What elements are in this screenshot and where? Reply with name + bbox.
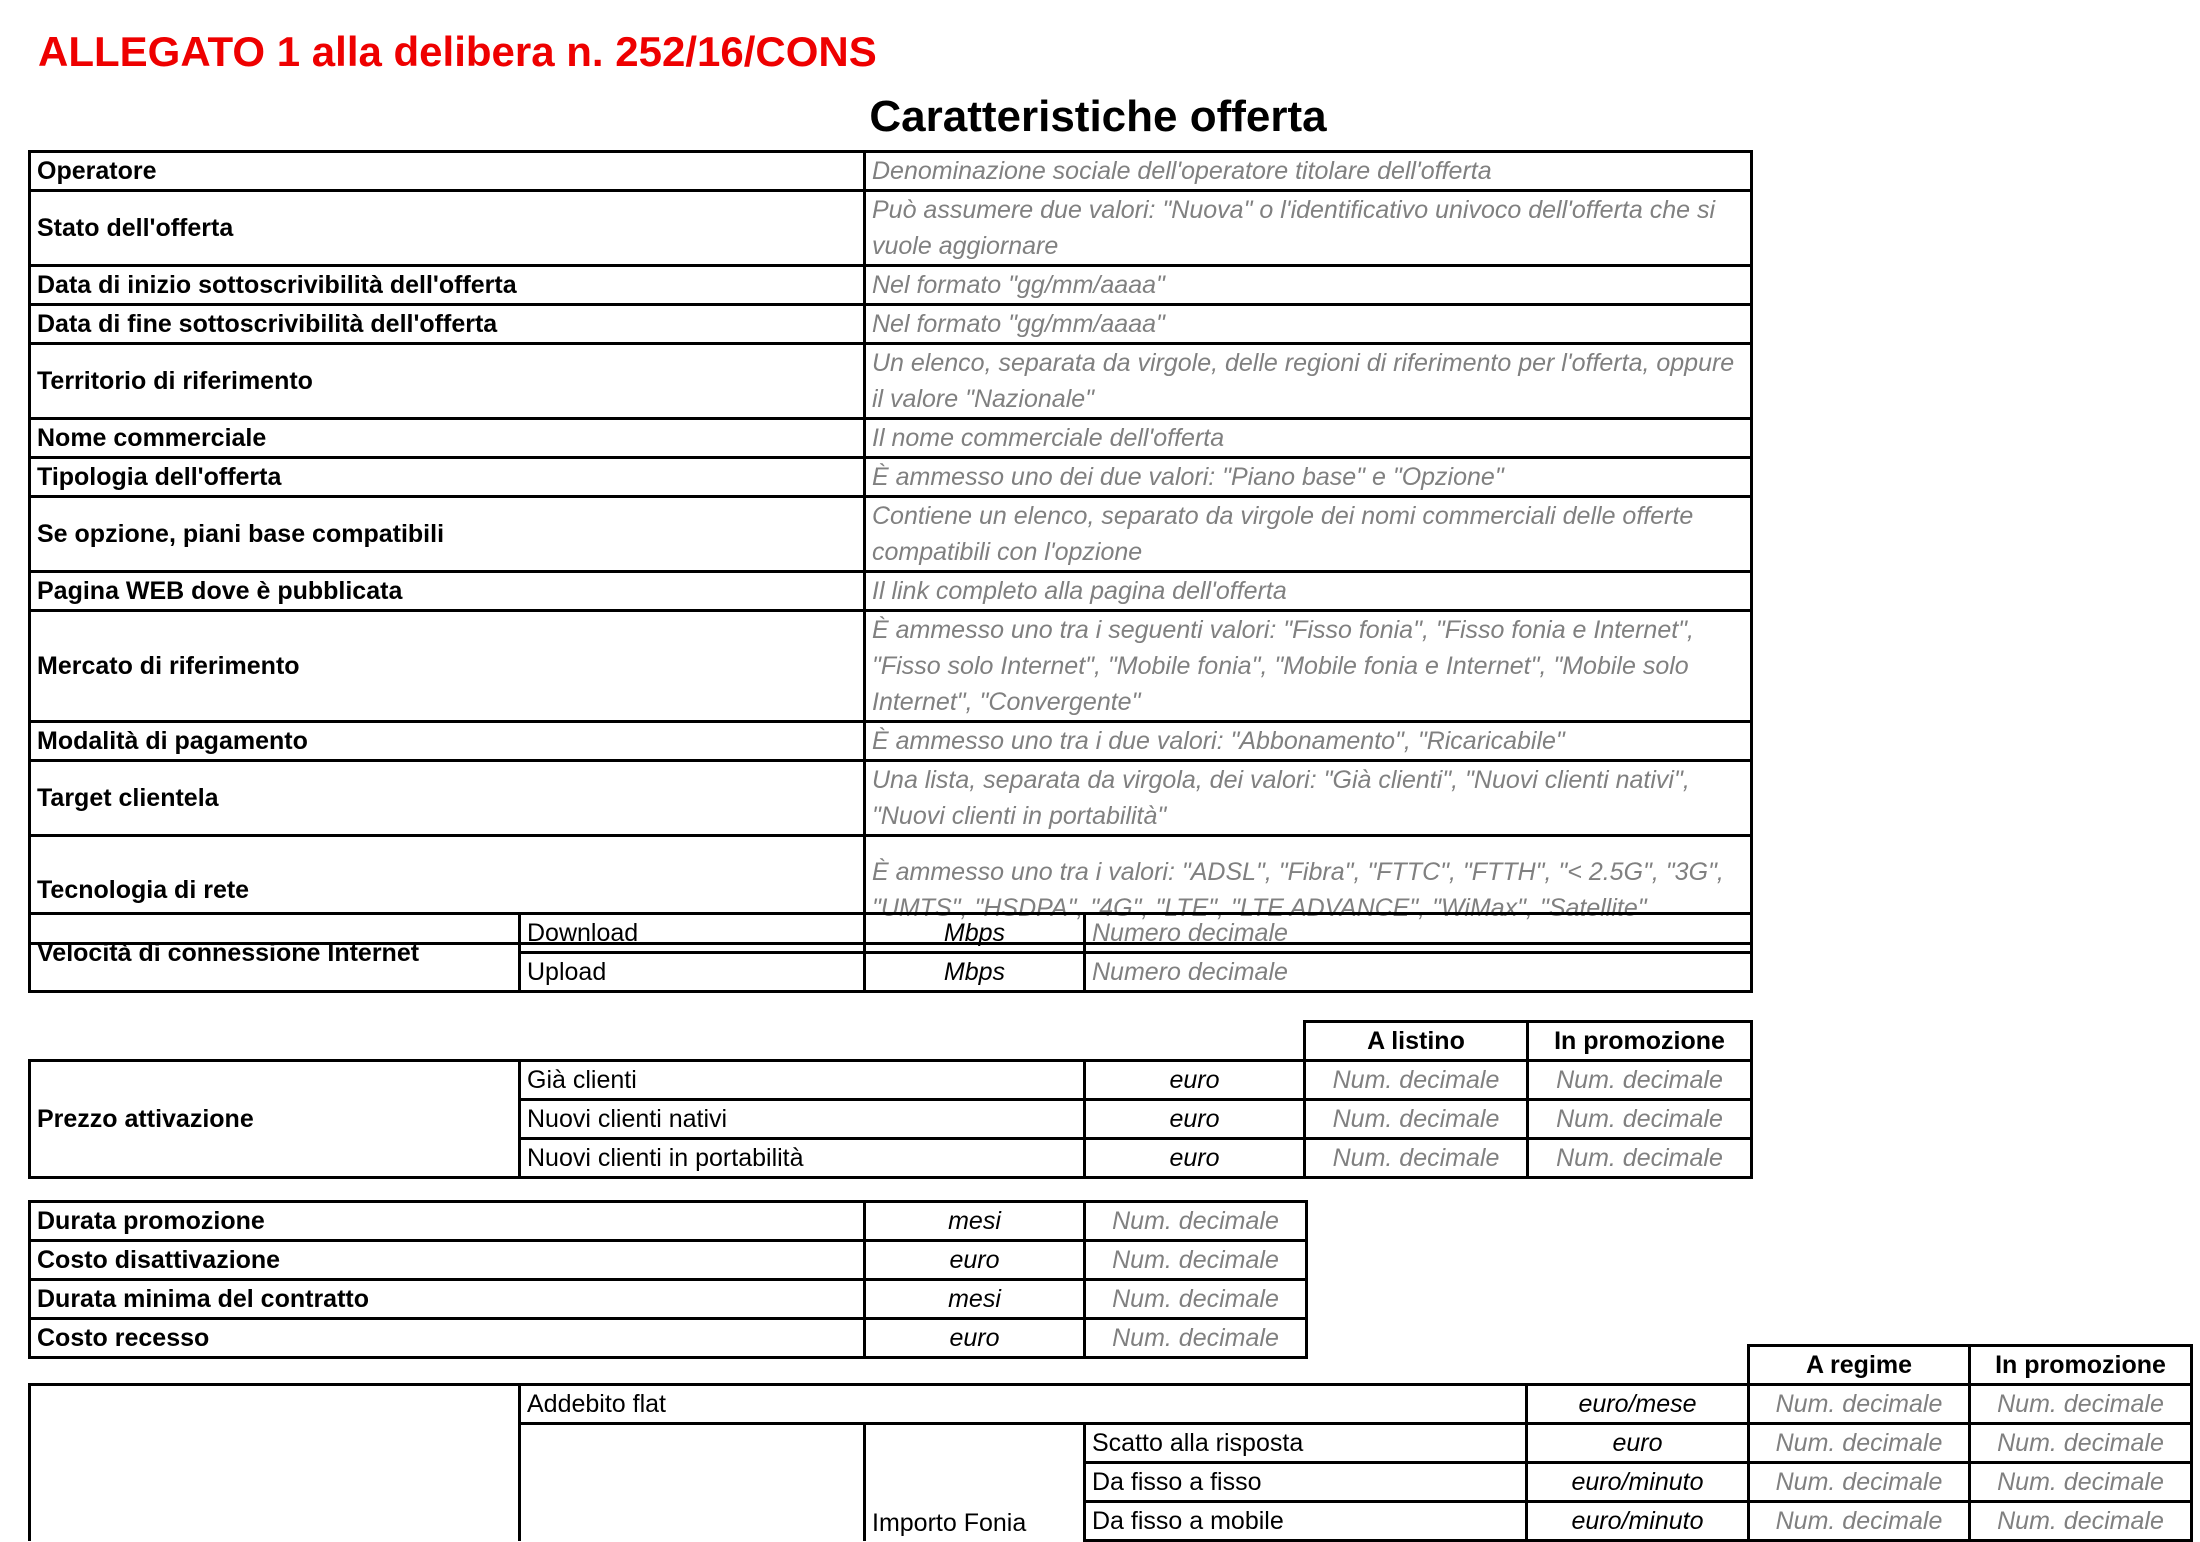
- duration-unit: euro: [865, 1241, 1085, 1280]
- activation-label: Prezzo attivazione: [30, 1061, 520, 1178]
- activation-sub-label: Nuovi clienti nativi: [520, 1100, 1085, 1139]
- duration-label: Durata minima del contratto: [30, 1280, 865, 1319]
- activation-sub-label: Già clienti: [520, 1061, 1085, 1100]
- row-hint[interactable]: Il nome commerciale dell'offerta: [865, 419, 1752, 458]
- speed-sub-label: Upload: [520, 953, 865, 992]
- duration-label: Costo disattivazione: [30, 1241, 865, 1280]
- activation-list-value[interactable]: Num. decimale: [1305, 1139, 1528, 1178]
- empty-cell: [865, 1346, 1085, 1385]
- table-header-row: [30, 1346, 2192, 1385]
- table-row: [30, 1280, 1307, 1319]
- row-hint[interactable]: È ammesso uno dei due valori: "Piano base" e "Opzione": [865, 458, 1752, 497]
- row-label: Pagina WEB dove è pubblicata: [30, 572, 865, 611]
- table-row: [30, 266, 1752, 305]
- table-row: [30, 1241, 1307, 1280]
- speed-unit: Mbps: [865, 914, 1085, 953]
- table-header-row: [30, 1022, 1752, 1061]
- activation-unit: euro: [1085, 1139, 1305, 1178]
- row-hint[interactable]: Nel formato "gg/mm/aaaa": [865, 266, 1752, 305]
- pricing-promo-value[interactable]: Num. decimale: [1970, 1385, 2192, 1424]
- table-row: [30, 1061, 1752, 1100]
- table-row: [30, 344, 1752, 419]
- table-row: [30, 1202, 1307, 1241]
- row-hint[interactable]: Nel formato "gg/mm/aaaa": [865, 305, 1752, 344]
- pricing-regular-value[interactable]: Num. decimale: [1749, 1502, 1970, 1541]
- row-label: Operatore: [30, 152, 865, 191]
- row-label: Territorio di riferimento: [30, 344, 865, 419]
- pricing-promo-value[interactable]: Num. decimale: [1970, 1463, 2192, 1502]
- table-row: [30, 611, 1752, 722]
- speed-value[interactable]: Numero decimale: [1085, 953, 1752, 992]
- table-row: [30, 458, 1752, 497]
- table-row: [30, 914, 1752, 953]
- speed-unit: Mbps: [865, 953, 1085, 992]
- pricing-sub-label: Da fisso a mobile: [1085, 1502, 1527, 1541]
- pricing-promo-value[interactable]: Num. decimale: [1970, 1502, 2192, 1541]
- empty-cell: [30, 1022, 520, 1061]
- connection-speed-table: [28, 912, 1753, 993]
- duration-value[interactable]: Num. decimale: [1085, 1202, 1307, 1241]
- pricing-promo-value[interactable]: Num. decimale: [1970, 1424, 2192, 1463]
- document-title-text: Caratteristiche offerta: [869, 92, 1327, 141]
- row-label: Stato dell'offerta: [30, 191, 865, 266]
- pricing-table: [28, 1344, 2193, 1542]
- pricing-unit: euro/mese: [1527, 1385, 1749, 1424]
- duration-value[interactable]: Num. decimale: [1085, 1319, 1307, 1358]
- duration-label: Costo recesso: [30, 1319, 865, 1358]
- column-header-promo-price: In promozione: [1528, 1022, 1752, 1061]
- table-row: [30, 152, 1752, 191]
- column-header-list-price: A listino: [1305, 1022, 1528, 1061]
- fonia-label: Importo Fonia: [865, 1424, 1085, 1541]
- document-title: [0, 92, 2200, 142]
- empty-cell: [30, 1346, 520, 1385]
- row-hint[interactable]: Contiene un elenco, separato da virgole dei nomi commerciali delle offerte compatibili con l'opzione: [865, 497, 1752, 572]
- row-label: Nome commerciale: [30, 419, 865, 458]
- row-hint[interactable]: Il link completo alla pagina dell'offerta: [865, 572, 1752, 611]
- activation-list-value[interactable]: Num. decimale: [1305, 1061, 1528, 1100]
- row-hint[interactable]: È ammesso uno tra i seguenti valori: "Fisso fonia", "Fisso fonia e Internet", "Fisso solo Internet", "Mobile fonia", "Mobile fonia e Internet", "Mobile solo Internet", "Convergente": [865, 611, 1752, 722]
- pricing-unit: euro/minuto: [1527, 1502, 1749, 1541]
- row-label: Tecnologia di rete: [30, 836, 865, 944]
- row-hint[interactable]: È ammesso uno tra i due valori: "Abbonamento", "Ricaricabile": [865, 722, 1752, 761]
- table-row: [30, 419, 1752, 458]
- row-label: Target clientela: [30, 761, 865, 836]
- row-hint[interactable]: Denominazione sociale dell'operatore titolare dell'offerta: [865, 152, 1752, 191]
- pricing-sub-label: Da fisso a fisso: [1085, 1463, 1527, 1502]
- column-header-promo: In promozione: [1970, 1346, 2192, 1385]
- pricing-sub-label: Scatto alla risposta: [1085, 1424, 1527, 1463]
- offer-characteristics-table: [28, 150, 1753, 945]
- duration-unit: mesi: [865, 1202, 1085, 1241]
- row-hint[interactable]: Può assumere due valori: "Nuova" o l'identificativo univoco dell'offerta che si vuole aggiornare: [865, 191, 1752, 266]
- row-label: Se opzione, piani base compatibili: [30, 497, 865, 572]
- activation-unit: euro: [1085, 1061, 1305, 1100]
- speed-sub-label: Download: [520, 914, 865, 953]
- table-row: [30, 191, 1752, 266]
- pricing-unit: euro: [1527, 1424, 1749, 1463]
- empty-cell: [1085, 1346, 1527, 1385]
- pricing-regular-value[interactable]: Num. decimale: [1749, 1424, 1970, 1463]
- pricing-regular-value[interactable]: Num. decimale: [1749, 1385, 1970, 1424]
- duration-unit: mesi: [865, 1280, 1085, 1319]
- duration-value[interactable]: Num. decimale: [1085, 1241, 1307, 1280]
- row-label: Modalità di pagamento: [30, 722, 865, 761]
- table-row: [30, 305, 1752, 344]
- column-header-regular: A regime: [1749, 1346, 1970, 1385]
- duration-cost-table: [28, 1200, 1308, 1359]
- row-label: Data di inizio sottoscrivibilità dell'offerta: [30, 266, 865, 305]
- empty-cell: [30, 1385, 520, 1541]
- activation-promo-value[interactable]: Num. decimale: [1528, 1100, 1752, 1139]
- annex-heading: ALLEGATO 1 alla delibera n. 252/16/CONS: [38, 28, 877, 75]
- duration-value[interactable]: Num. decimale: [1085, 1280, 1307, 1319]
- speed-label: Velocità di connessione Internet: [30, 914, 520, 992]
- activation-promo-value[interactable]: Num. decimale: [1528, 1061, 1752, 1100]
- empty-cell: [1085, 1022, 1305, 1061]
- pricing-sub-label: Addebito flat: [520, 1385, 1527, 1424]
- empty-cell: [1527, 1346, 1749, 1385]
- activation-list-value[interactable]: Num. decimale: [1305, 1100, 1528, 1139]
- duration-label: Durata promozione: [30, 1202, 865, 1241]
- pricing-unit: euro/minuto: [1527, 1463, 1749, 1502]
- row-hint[interactable]: Una lista, separata da virgola, dei valori: "Già clienti", "Nuovi clienti nativi", "Nuovi clienti in portabilità": [865, 761, 1752, 836]
- row-hint[interactable]: Un elenco, separata da virgole, delle regioni di riferimento per l'offerta, oppure il valore "Nazionale": [865, 344, 1752, 419]
- table-row: [30, 1385, 2192, 1424]
- row-label: Tipologia dell'offerta: [30, 458, 865, 497]
- empty-cell: [520, 1424, 865, 1541]
- speed-value[interactable]: Numero decimale: [1085, 914, 1752, 953]
- row-label: Data di fine sottoscrivibilità dell'offerta: [30, 305, 865, 344]
- row-label: Mercato di riferimento: [30, 611, 865, 722]
- activation-unit: euro: [1085, 1100, 1305, 1139]
- table-row: [30, 497, 1752, 572]
- row-hint[interactable]: È ammesso uno tra i valori: "ADSL", "Fibra", "FTTC", "FTTH", "< 2.5G", "3G", "UMTS", "HSDPA", "4G", "LTE", "LTE ADVANCE", "WiMax", "Satellite": [865, 836, 1752, 944]
- table-row: [30, 572, 1752, 611]
- pricing-regular-value[interactable]: Num. decimale: [1749, 1463, 1970, 1502]
- activation-price-table: [28, 1020, 1753, 1179]
- duration-unit: euro: [865, 1319, 1085, 1358]
- main-rows: [30, 152, 1752, 944]
- table-row: [30, 722, 1752, 761]
- activation-promo-value[interactable]: Num. decimale: [1528, 1139, 1752, 1178]
- activation-sub-label: Nuovi clienti in portabilità: [520, 1139, 1085, 1178]
- empty-cell: [520, 1022, 1085, 1061]
- empty-cell: [520, 1346, 865, 1385]
- table-row: [30, 761, 1752, 836]
